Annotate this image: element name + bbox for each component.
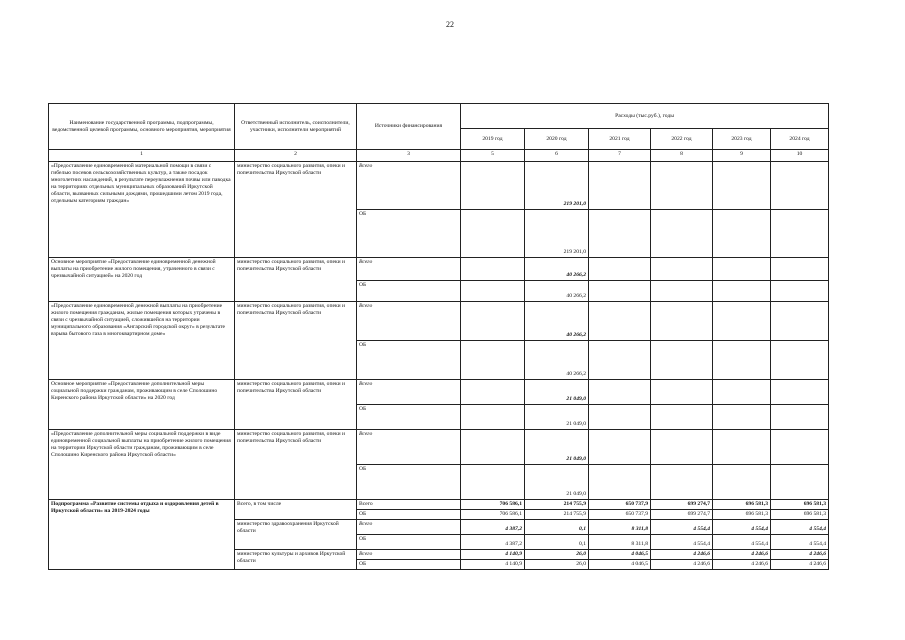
source-total: Всего [357, 500, 461, 510]
source-total: Всего [357, 162, 461, 210]
header-executor: Ответственный исполнитель, соисполнители, участники, исполнители мероприятий [235, 104, 357, 150]
value-cell: 40 266,2 [525, 258, 589, 281]
year-2019: 2019 год [461, 129, 525, 150]
measure-name: «Предоставление дополнительной меры социальной поддержки в виде единовременной социальной выплаты на приобретение жилого помещения на территории Иркутской области гражданам, проживающим в селе Сполошино Киренского района Иркутской области» [49, 430, 235, 500]
executor: министерство социального развития, опеки и попечительства Иркутской области [235, 302, 357, 380]
source-total: Всего [357, 380, 461, 405]
source-total: Всего [357, 549, 461, 559]
source-ob: ОБ [357, 534, 461, 549]
executor: министерство социального развития, опеки и попечительства Иркутской области [235, 380, 357, 430]
year-2021: 2021 год [589, 129, 651, 150]
value-cell: 4 387,2 [461, 534, 525, 549]
year-2024: 2024 год [771, 129, 829, 150]
value-cell: 4 046,5 [589, 559, 651, 569]
value-cell: 40 266,2 [525, 281, 589, 302]
value-cell: 699 274,7 [651, 500, 713, 510]
value-cell: 4 554,4 [771, 519, 829, 534]
table-row [49, 302, 829, 341]
value-cell: 696 581,3 [771, 509, 829, 519]
value-cell: 21 049,0 [525, 430, 589, 465]
value-cell: 696 581,3 [713, 509, 771, 519]
year-2023: 2023 год [713, 129, 771, 150]
colnum: 10 [771, 150, 829, 162]
header-expenses: Расходы (тыс.руб.), годы [461, 104, 829, 129]
value-cell: 4 387,2 [461, 519, 525, 534]
value-cell: 4 554,4 [713, 519, 771, 534]
value-cell: 4 246,6 [651, 559, 713, 569]
executor: министерство культуры и архивов Иркутской области [235, 549, 357, 569]
value-cell: 40 266,2 [525, 341, 589, 380]
source-ob: ОБ [357, 341, 461, 380]
colnum: 1 [49, 150, 235, 162]
year-2020: 2020 год [525, 129, 589, 150]
table-row [49, 258, 829, 281]
value-cell: 0,1 [525, 534, 589, 549]
value-cell: 4 246,6 [713, 549, 771, 559]
value-cell: 214 755,9 [525, 500, 589, 510]
value-cell: 706 586,1 [461, 500, 525, 510]
table-row [49, 380, 829, 405]
source-ob: ОБ [357, 465, 461, 500]
value-cell: 26,0 [525, 559, 589, 569]
source-total: Всего [357, 519, 461, 534]
colnum: 9 [713, 150, 771, 162]
subprogram-name: Подпрограмма «Развитие системы отдыха и оздоровления детей в Иркутской области» на 2019-2024 годы [49, 500, 235, 570]
source-ob: ОБ [357, 281, 461, 302]
subprogram-row [49, 500, 829, 510]
colnum: 5 [461, 150, 525, 162]
value-cell: 4 554,4 [771, 534, 829, 549]
value-cell: 4 554,4 [651, 519, 713, 534]
value-cell: 40 266,2 [525, 302, 589, 341]
executor: министерство социального развития, опеки и попечительства Иркутской области [235, 258, 357, 302]
value-cell: 4 246,6 [771, 549, 829, 559]
source-total: Всего [357, 302, 461, 341]
header-row [49, 104, 829, 129]
source-total: Всего [357, 258, 461, 281]
value-cell: 21 049,0 [525, 465, 589, 500]
measure-name: Основное мероприятие «Предоставление дополнительной меры социальной поддержки гражданам, проживающим в селе Сполошино Киренского района Иркутской области» на 2020 год [49, 380, 235, 430]
value-cell: 4 140,9 [461, 549, 525, 559]
source-ob: ОБ [357, 405, 461, 430]
year-2022: 2022 год [651, 129, 713, 150]
colnum: 7 [589, 150, 651, 162]
value-cell: 0,1 [525, 519, 589, 534]
expenses-table [48, 103, 829, 570]
value-cell: 4 554,4 [713, 534, 771, 549]
colnum: 3 [357, 150, 461, 162]
source-total: Всего [357, 430, 461, 465]
executor: министерство социального развития, опеки и попечительства Иркутской области [235, 430, 357, 500]
measure-name: «Предоставление единовременной денежной выплаты на приобретение жилого помещения гражданам, жилые помещения которых утрачены в связи с чрезвычайной ситуацией, сложившейся на территории муниципального образования «Ангарский городской округ» в результате взрыва бытового газа в многоквартирном доме» [49, 302, 235, 380]
table-row [49, 430, 829, 465]
page-number: 22 [446, 20, 454, 29]
value-cell: 699 274,7 [651, 509, 713, 519]
column-numbers-row [49, 150, 829, 162]
value-cell: 4 246,6 [713, 559, 771, 569]
value-cell: 650 737,9 [589, 509, 651, 519]
header-program-name: Наименование государственной программы, подпрограммы, ведомственной целевой программы, основного мероприятия, мероприятия [49, 104, 235, 150]
value-cell: 4 554,4 [651, 534, 713, 549]
source-ob: ОБ [357, 210, 461, 258]
value-cell: 706 586,1 [461, 509, 525, 519]
colnum: 8 [651, 150, 713, 162]
value-cell: 4 046,5 [589, 549, 651, 559]
measure-name: Основное мероприятие «Предоставление единовременной денежной выплаты на приобретение жилого помещения, утраченного в связи с чрезвычайной ситуацией» на 2020 год [49, 258, 235, 302]
value-cell: 696 581,3 [713, 500, 771, 510]
value-cell: 214 755,9 [525, 509, 589, 519]
value-cell: 21 049,0 [525, 380, 589, 405]
executor: министерство социального развития, опеки и попечительства Иркутской области [235, 162, 357, 258]
value-cell: 650 737,9 [589, 500, 651, 510]
colnum: 2 [235, 150, 357, 162]
source-ob: ОБ [357, 509, 461, 519]
measure-name: «Предоставление единовременной материальной помощи в связи с гибелью посевов сельскохозяйственных культур, а также посадок многолетних насаждений, в результате переувлажнения почвы или паводка на территориях отдельных муниципальных образований Иркутской области, вызванных сильными дождями, прошедшими летом 2019 года, отдельным категориям граждан» [49, 162, 235, 258]
value-cell: 8 311,8 [589, 519, 651, 534]
value-cell: 4 140,9 [461, 559, 525, 569]
table-row [49, 162, 829, 210]
value-cell: 8 311,8 [589, 534, 651, 549]
value-cell: 219 201,0 [525, 210, 589, 258]
colnum: 6 [525, 150, 589, 162]
value-cell: 219 201,0 [525, 162, 589, 210]
subprogram-total-label: Всего, в том числе [235, 500, 357, 520]
header-source: Источники финансирования [357, 104, 461, 150]
value-cell: 26,0 [525, 549, 589, 559]
value-cell: 696 581,3 [771, 500, 829, 510]
value-cell: 4 246,6 [651, 549, 713, 559]
executor: министерство здравоохранения Иркутской области [235, 519, 357, 549]
source-ob: ОБ [357, 559, 461, 569]
value-cell: 21 049,0 [525, 405, 589, 430]
value-cell: 4 246,6 [771, 559, 829, 569]
